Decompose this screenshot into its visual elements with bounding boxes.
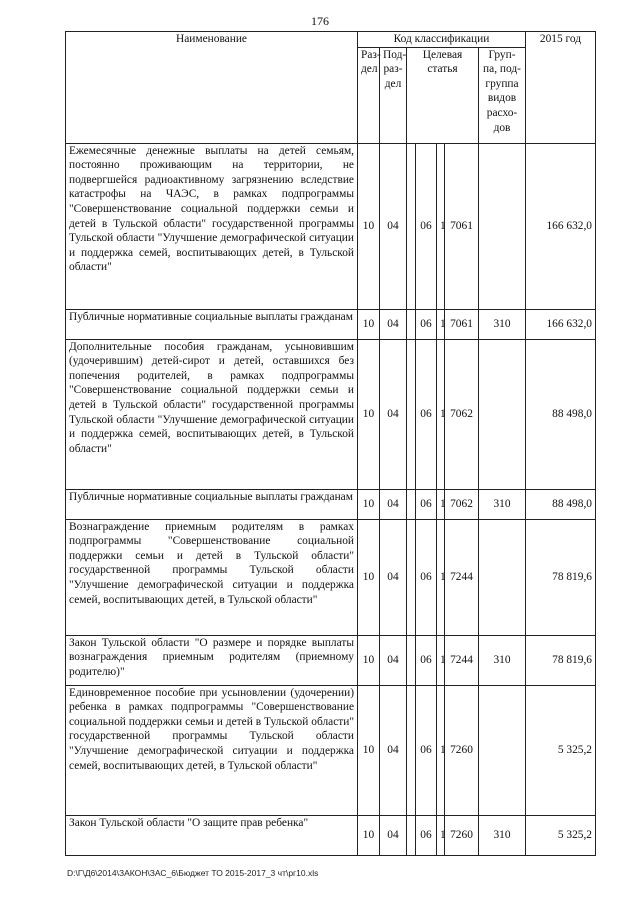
row-subsection: 04 <box>380 339 407 489</box>
table-row <box>66 143 596 309</box>
row-name: Дополнительные пособия гражданам, усыновившим (удочерившим) детей-сирот и детей, оставшихся без попечения родителей, в рамках подпрограммы "Совершенствование социальной поддержки семьи и детей в Тульской области" государственной программы Тульской области "Улучшение демографической ситуации и поддержка семей, воспитывающих детей, в Тульской области" <box>66 339 358 489</box>
row-target-2: 06 <box>416 685 437 815</box>
row-target-2: 06 <box>416 339 437 489</box>
row-name: Вознаграждение приемным родителям в рамках подпрограммы "Совершенствование социальной поддержки семьи и детей в Тульской области" государственной программы Тульской области "Улучшение демографической ситуации и поддержка семей, воспитывающих детей, в Тульской области" <box>66 519 358 635</box>
row-target-2: 06 <box>416 309 437 339</box>
row-target-2: 06 <box>416 519 437 635</box>
row-amount: 88 498,0 <box>526 489 596 519</box>
row-target-3: 1 <box>437 815 445 855</box>
row-amount: 5 325,2 <box>526 815 596 855</box>
row-amount: 166 632,0 <box>526 143 596 309</box>
header-expense-group: Груп-па, под-группа видов расхо-дов <box>479 47 526 143</box>
row-subsection: 04 <box>380 519 407 635</box>
row-name: Публичные нормативные социальные выплаты гражданам <box>66 489 358 519</box>
row-name: Единовременное пособие при усыновлении (удочерении) ребенка в рамках подпрограммы "Совершенствование социальной поддержки семьи и детей в Тульской области" государственной программы Тульской области "Улучшение демографической ситуации и поддержка семей, воспитывающих детей, в Тульской области" <box>66 685 358 815</box>
row-target-1 <box>407 339 416 489</box>
row-expense-group: 310 <box>479 815 526 855</box>
row-expense-group: 310 <box>479 309 526 339</box>
row-target-4: 7244 <box>445 519 479 635</box>
row-target-1 <box>407 143 416 309</box>
row-expense-group: 310 <box>479 489 526 519</box>
row-name: Закон Тульской области "О размере и порядке выплаты вознаграждения приемным родителям (приемному родителю)" <box>66 635 358 685</box>
row-amount: 78 819,6 <box>526 635 596 685</box>
row-target-2: 06 <box>416 635 437 685</box>
row-target-3: 1 <box>437 339 445 489</box>
row-name: Ежемесячные денежные выплаты на детей семьям, постоянно проживающим на территории, не подвергшейся радиоактивному загрязнению вследствие катастрофы на ЧАЭС, в рамках подпрограммы "Совершенствование социальной поддержки семьи и детей в Тульской области" государственной программы Тульской области "Улучшение демографической ситуации и поддержка семей, воспитывающих детей, в Тульской области" <box>66 143 358 309</box>
row-section: 10 <box>358 339 380 489</box>
row-target-3: 1 <box>437 143 445 309</box>
row-subsection: 04 <box>380 489 407 519</box>
table-row <box>66 685 596 815</box>
header-code: Код классификации <box>358 32 526 48</box>
row-section: 10 <box>358 815 380 855</box>
row-subsection: 04 <box>380 815 407 855</box>
row-amount: 166 632,0 <box>526 309 596 339</box>
row-amount: 78 819,6 <box>526 519 596 635</box>
header-year: 2015 год <box>526 32 596 144</box>
table-row <box>66 309 596 339</box>
row-target-1 <box>407 309 416 339</box>
row-expense-group: 310 <box>479 635 526 685</box>
header-section: Раз-дел <box>358 47 380 143</box>
row-target-3: 1 <box>437 519 445 635</box>
row-expense-group <box>479 143 526 309</box>
table-row <box>66 489 596 519</box>
row-subsection: 04 <box>380 635 407 685</box>
row-target-1 <box>407 815 416 855</box>
header-name: Наименование <box>66 32 358 144</box>
row-section: 10 <box>358 143 380 309</box>
row-target-1 <box>407 489 416 519</box>
row-target-3: 1 <box>437 685 445 815</box>
row-target-1 <box>407 519 416 635</box>
row-expense-group <box>479 685 526 815</box>
row-target-4: 7260 <box>445 685 479 815</box>
row-section: 10 <box>358 685 380 815</box>
row-subsection: 04 <box>380 143 407 309</box>
row-target-1 <box>407 635 416 685</box>
table-row <box>66 635 596 685</box>
row-target-2: 06 <box>416 143 437 309</box>
row-target-2: 06 <box>416 815 437 855</box>
file-path-footer: D:\Г\Д6\2014\ЗАКОН\ЗАС_6\Бюджет ТО 2015-2017_3 чт\рг10.xls <box>67 868 319 878</box>
row-target-3: 1 <box>437 309 445 339</box>
table-row <box>66 519 596 635</box>
row-subsection: 04 <box>380 309 407 339</box>
row-name: Публичные нормативные социальные выплаты гражданам <box>66 309 358 339</box>
budget-table <box>65 31 596 856</box>
row-expense-group <box>479 339 526 489</box>
row-target-3: 1 <box>437 635 445 685</box>
table-row <box>66 815 596 855</box>
row-target-4: 7061 <box>445 309 479 339</box>
row-name: Закон Тульской области "О защите прав ребенка" <box>66 815 358 855</box>
row-section: 10 <box>358 489 380 519</box>
header-target: Целевая статья <box>407 47 479 143</box>
row-section: 10 <box>358 635 380 685</box>
row-amount: 88 498,0 <box>526 339 596 489</box>
row-target-1 <box>407 685 416 815</box>
row-section: 10 <box>358 519 380 635</box>
header-subsection: Под-раз-дел <box>380 47 407 143</box>
row-subsection: 04 <box>380 685 407 815</box>
row-target-2: 06 <box>416 489 437 519</box>
row-target-4: 7062 <box>445 489 479 519</box>
row-amount: 5 325,2 <box>526 685 596 815</box>
page-number: 176 <box>311 14 329 28</box>
row-target-4: 7244 <box>445 635 479 685</box>
row-target-3: 1 <box>437 489 445 519</box>
table-row <box>66 339 596 489</box>
row-section: 10 <box>358 309 380 339</box>
row-expense-group <box>479 519 526 635</box>
row-target-4: 7062 <box>445 339 479 489</box>
row-target-4: 7260 <box>445 815 479 855</box>
row-target-4: 7061 <box>445 143 479 309</box>
